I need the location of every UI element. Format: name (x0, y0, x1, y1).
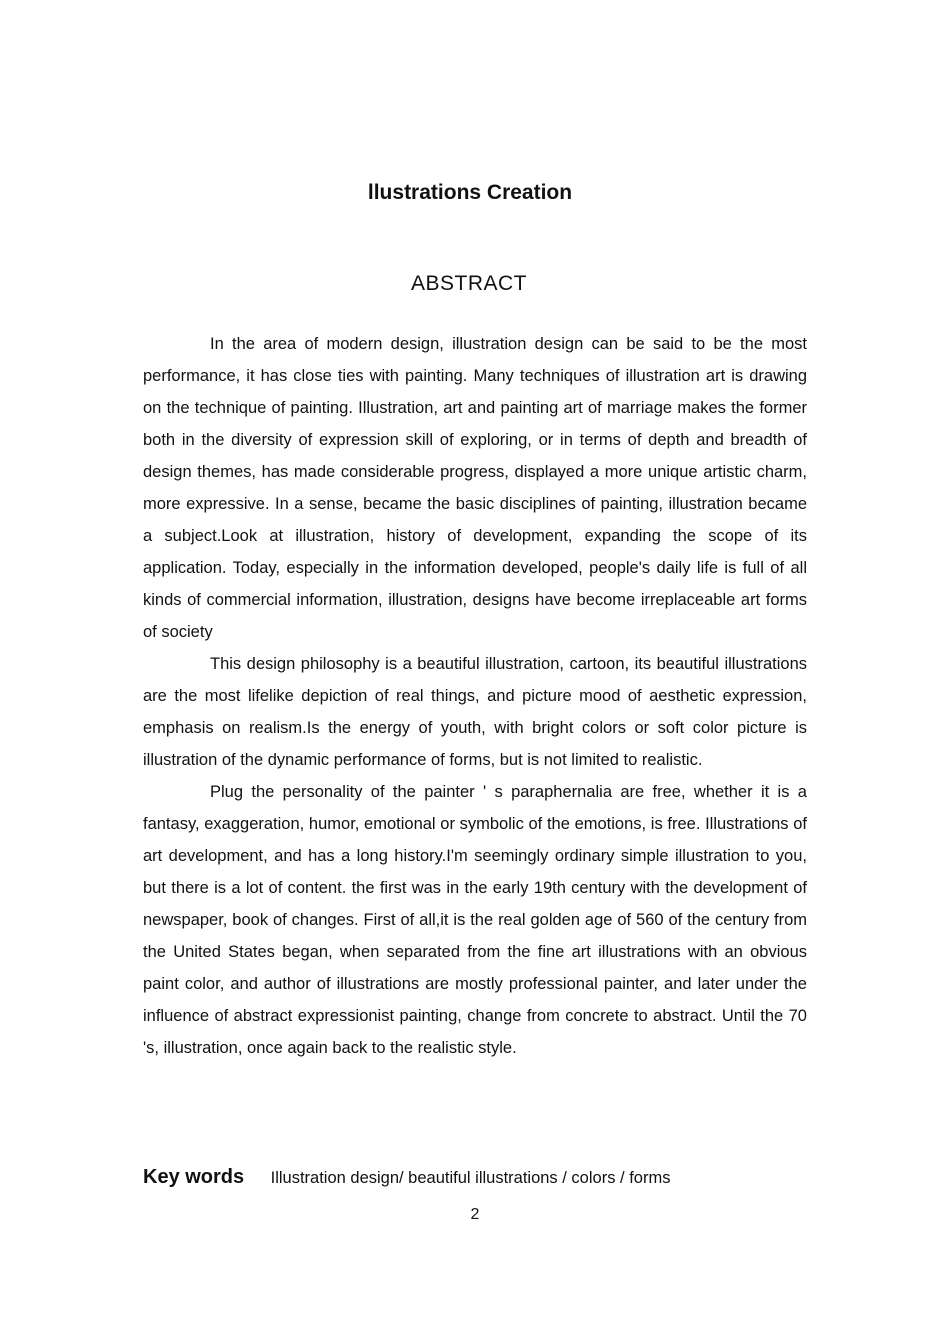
page-number: 2 (470, 1206, 480, 1223)
abstract-paragraph-2: This design philosophy is a beautiful illustration, cartoon, its beautiful illustrations are the most lifelike depiction of real things, and picture mood of aesthetic expression, emphasis on realism.Is the energy of youth, with bright colors or soft color picture is illustration of the dynamic performance of forms, but is not limited to realistic. (143, 655, 807, 769)
keywords-label: Key words (143, 1166, 245, 1188)
document-title: llustrations Creation (367, 181, 573, 204)
keywords-line (143, 1166, 823, 1189)
keywords-text: Illustration design/ beautiful illustrations / colors / forms (270, 1169, 671, 1187)
abstract-paragraph-1: In the area of modern design, illustration design can be said to be the most performance, it has close ties with painting. Many techniques of illustration art is drawing on the technique of painting. Illustration, art and painting art of marriage makes the former both in the diversity of expression skill of exploring, or in terms of depth and breadth of design themes, has made considerable progress, displayed a more unique artistic charm, more expressive. In a sense, became the basic disciplines of painting, illustration became a subject.Look at illustration, history of development, expanding the scope of its application. Today, especially in the information developed, people's daily life is full of all kinds of commercial information, illustration, designs have become irreplaceable art forms of society (143, 335, 807, 641)
abstract-heading: ABSTRACT (410, 272, 527, 295)
abstract-paragraph-3: Plug the personality of the painter ' s paraphernalia are free, whether it is a fantasy, exaggeration, humor, emotional or symbolic of the emotions, is free. Illustrations of art development, and has a long history.I'm seemingly ordinary simple illustration to you, but there is a lot of content. the first was in the early 19th century with the development of newspaper, book of changes. First of all,it is the real golden age of 560 of the century from the United States began, when separated from the fine art illustrations with an obvious paint color, and author of illustrations are mostly professional painter, and later under the influence of abstract expressionist painting, change from concrete to abstract. Until the 70 's, illustration, once again back to the realistic style. (143, 783, 807, 1057)
abstract-body (143, 328, 807, 1064)
